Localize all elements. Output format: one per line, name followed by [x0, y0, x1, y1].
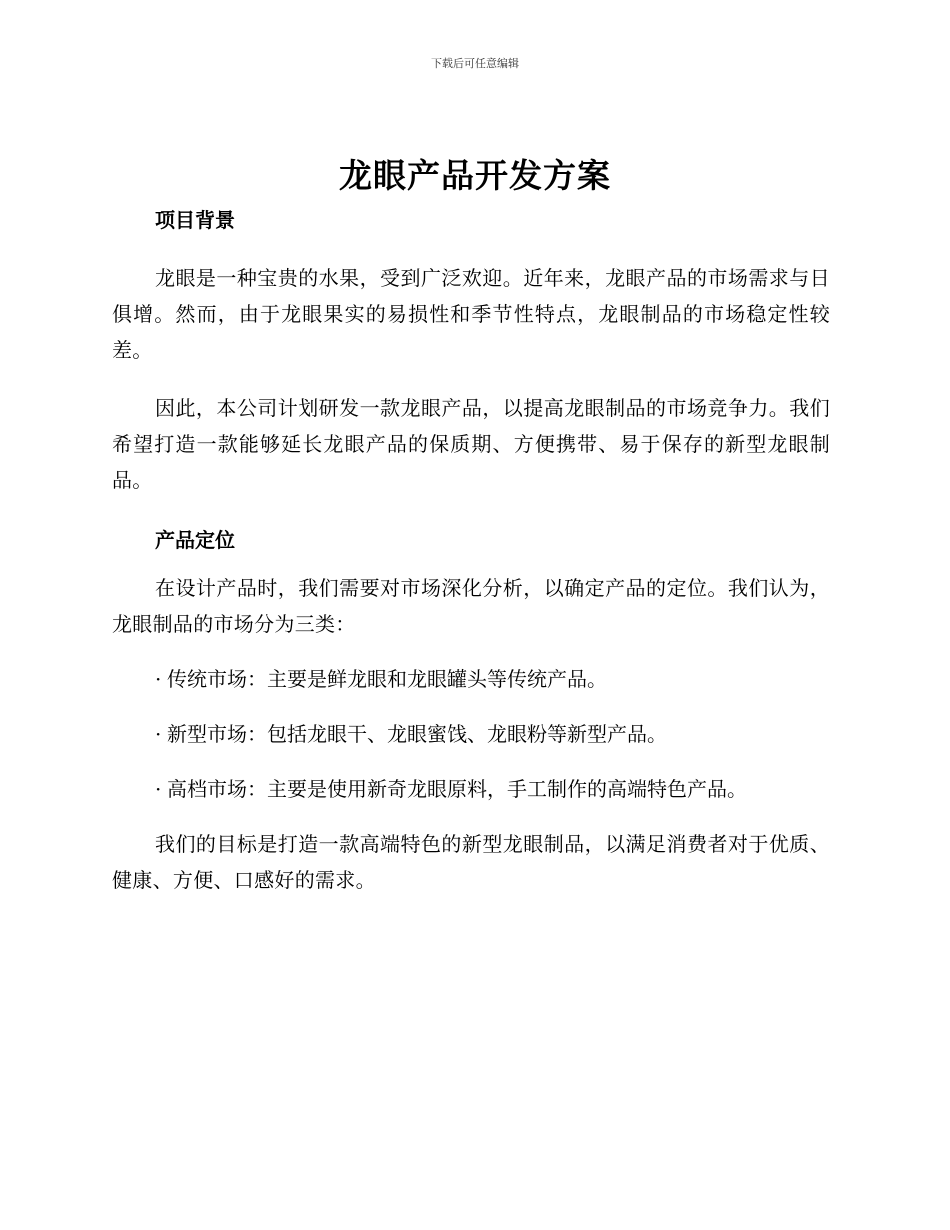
list-item [112, 661, 830, 697]
bullet-dot-icon: · [155, 667, 162, 691]
header-note: 下载后可任意编辑 [431, 57, 519, 70]
list-item-text: 传统市场：主要是鲜龙眼和龙眼罐头等传统产品。 [167, 667, 607, 691]
bullet-dot-icon: · [155, 722, 162, 746]
paragraph: 因此，本公司计划研发一款龙眼产品，以提高龙眼制品的市场竞争力。我们希望打造一款能够延长龙眼产品的保质期、方便携带、易于保存的新型龙眼制品。 [112, 396, 830, 492]
bullet-dot-icon: · [155, 777, 162, 801]
document-title: 龙眼产品开发方案 [339, 156, 611, 195]
paragraph: 在设计产品时，我们需要对市场深化分析，以确定产品的定位。我们认为，龙眼制品的市场分为三类： [112, 576, 830, 636]
section-heading-background: 项目背景 [155, 208, 235, 232]
paragraph: 龙眼是一种宝贵的水果，受到广泛欢迎。近年来，龙眼产品的市场需求与日俱增。然而，由于龙眼果实的易损性和季节性特点，龙眼制品的市场稳定性较差。 [112, 266, 830, 362]
list-item [112, 716, 830, 752]
list-item-text: 高档市场：主要是使用新奇龙眼原料，手工制作的高端特色产品。 [167, 777, 747, 801]
list-item [112, 771, 830, 807]
list-item-text: 新型市场：包括龙眼干、龙眼蜜饯、龙眼粉等新型产品。 [167, 722, 667, 746]
section-heading-positioning: 产品定位 [155, 528, 235, 552]
paragraph: 我们的目标是打造一款高端特色的新型龙眼制品，以满足消费者对于优质、健康、方便、口感好的需求。 [112, 832, 830, 892]
document-body [112, 205, 830, 898]
